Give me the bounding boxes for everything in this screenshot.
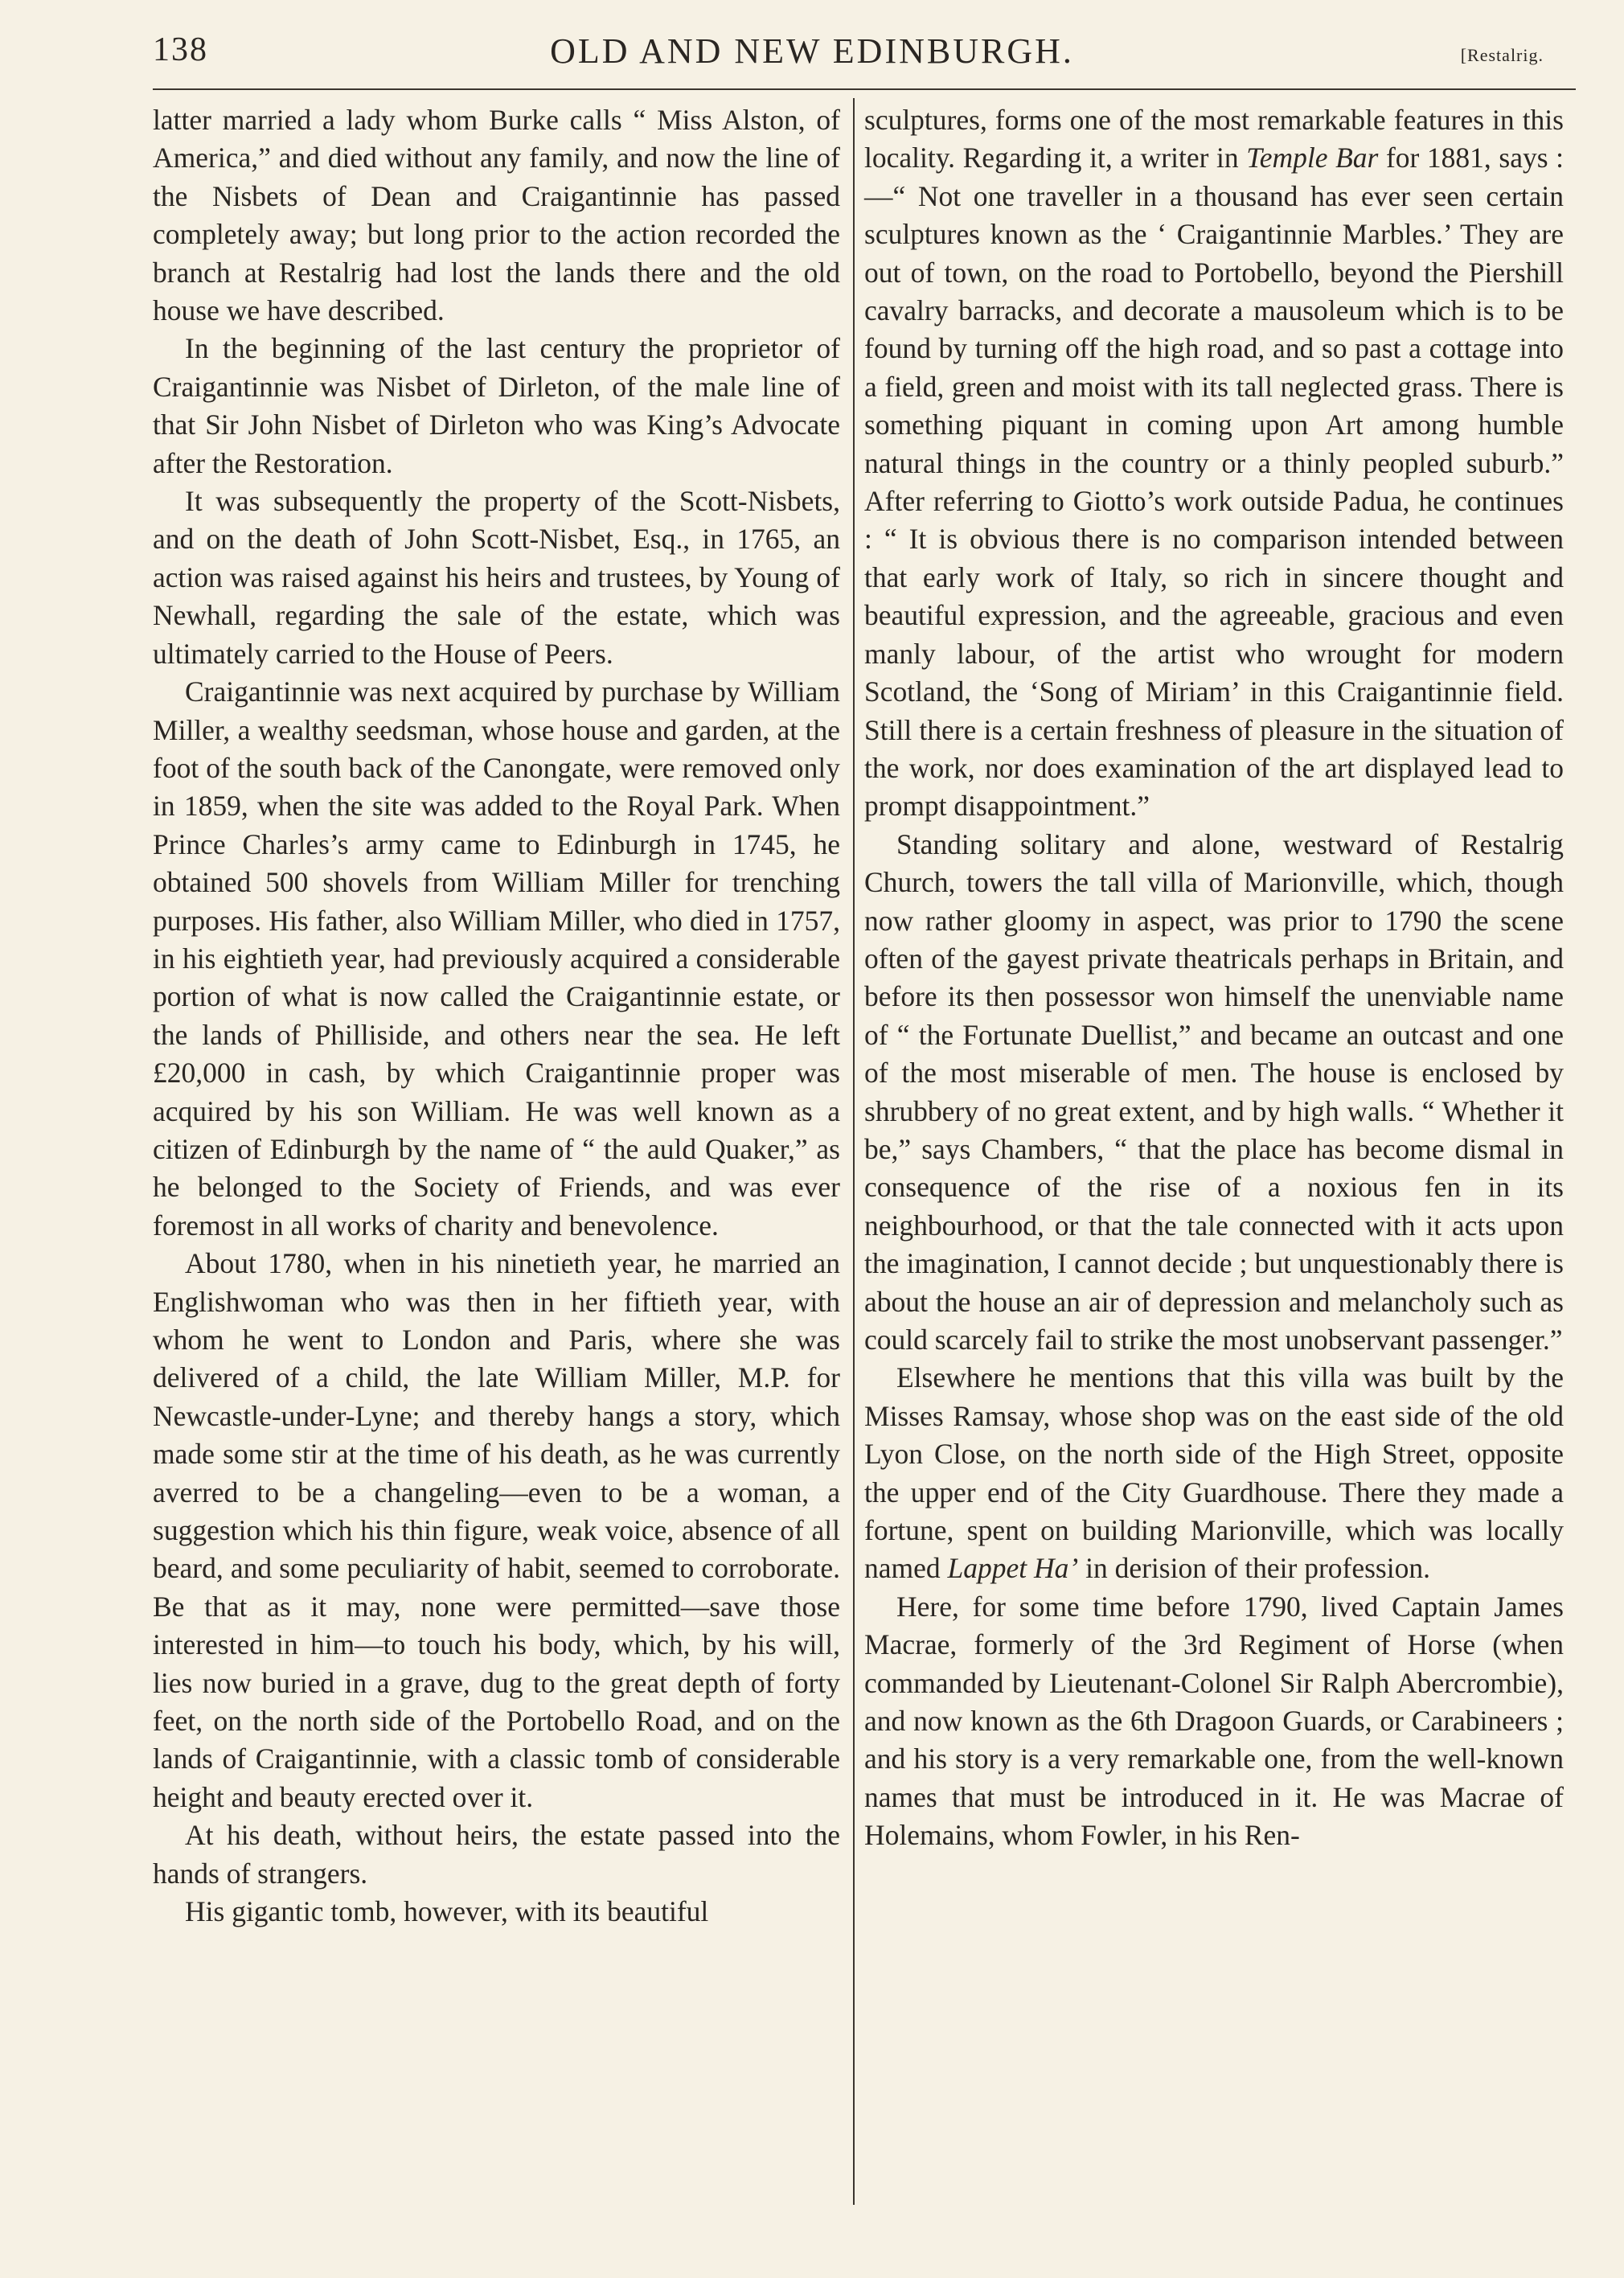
- running-title: OLD AND NEW EDINBURGH.: [550, 31, 1074, 71]
- text-run: in derision of their profession.: [1078, 1552, 1430, 1585]
- left-column: [153, 101, 840, 1931]
- text-run: for 1881, says :—“ Not one traveller in a thousand has ever seen certain sculptures known as the ‘ Craigantinnie Marbles.’ They are out of town, on the road to Portobello, beyond the Piershill cavalry barracks, and decorate a mausoleum which is to be found by turning off the high road, and so past a cottage into a field, green and moist with its tall neglected grass. There is something piquant in coming upon Art among humble natural things in the country or a thinly peopled suburb.” After referring to Giotto’s work outside Padua, he continues : “ It is obvious there is no comparison intended between that early work of Italy, so rich in sincere thought and beautiful expression, and the agreeable, gracious and even manly labour, of the artist who wrought for modern Scotland, the ‘Song of Miriam’ in this Craigantinnie field. Still there is a certain freshness of pleasure in the situation of the work, nor does examination of the art displayed lead to prompt disappointment.”: [864, 142, 1564, 823]
- paragraph: [864, 1359, 1564, 1587]
- paragraph: In the beginning of the last century the proprietor of Craigantinnie was Nisbet of Dirleton, of the male line of that Sir John Nisbet of Dirleton who was King’s Advocate after the Restoration.: [153, 332, 840, 479]
- paragraph: His gigantic tomb, however, with its beautiful: [185, 1895, 709, 1928]
- right-column: [864, 101, 1564, 1855]
- paragraph: [864, 101, 1564, 826]
- column-divider: [853, 98, 855, 2205]
- italic-name: Lappet Ha’: [947, 1552, 1079, 1585]
- page-number: 138: [153, 31, 208, 68]
- italic-title: Temple Bar: [1246, 142, 1379, 174]
- paragraph: It was subsequently the property of the Scott-Nisbets, and on the death of John Scott-Nisbet, Esq., in 1765, an action was raised against his heirs and trustees, by Young of Newhall, regarding the sale of the estate, which was ultimately carried to the House of Peers.: [153, 485, 840, 670]
- paragraph: Craigantinnie was next acquired by purchase by William Miller, a wealthy seedsman, whose house and garden, at the foot of the south back of the Canongate, were removed only in 1859, when the site was added to the Royal Park. When Prince Charles’s army came to Edinburgh in 1745, he obtained 500 shovels from William Miller for trenching purposes. His father, also William Miller, who died in 1757, in his eightieth year, had previously acquired a considerable portion of what is now called the Craigantinnie estate, or the lands of Philliside, and others near the sea. He left £20,000 in cash, by which Craigantinnie proper was acquired by his son William. He was well known as a citizen of Edinburgh by the name of “ the auld Quaker,” as he belonged to the Society of Friends, and was ever foremost in all works of charity and benevolence.: [153, 675, 840, 1242]
- text-run: sculptures, forms one of the most remarkable features in this locality. Regarding it, a writer in: [864, 104, 1564, 174]
- page-header: [0, 0, 1624, 80]
- paragraph: Standing solitary and alone, westward of Restalrig Church, towers the tall villa of Marionville, which, though now rather gloomy in aspect, was prior to 1790 the scene often of the gayest private theatricals perhaps in Britain, and before its then possessor won himself the unenviable name of “ the Fortunate Duellist,” and became an outcast and one of the most miserable of men. The house is enclosed by shrubbery of no great extent, and by high walls. “ Whether it be,” says Chambers, “ that the place has become dismal in consequence of the rise of a noxious fen in its neighbourhood, or that the tale connected with it acts upon the imagination, I cannot decide ; but unquestionably there is about the house an air of depression and melancholy such as could scarcely fail to strike the most unobservant passenger.”: [864, 827, 1564, 1356]
- section-tag: [Restalrig.: [1460, 45, 1544, 65]
- paragraph: About 1780, when in his ninetieth year, he married an Englishwoman who was then in her fiftieth year, with whom he went to London and Paris, where she was delivered of a child, the late William Miller, M.P. for Newcastle-under-Lyne; and thereby hangs a story, which made some stir at the time of his death, as he was currently averred to be a changeling—even to be a woman, a suggestion which his thin figure, weak voice, absence of all beard, and some peculiarity of habit, seemed to corroborate. Be that as it may, none were permitted—save those interested in him—to touch his body, which, by his will, lies now buried in a grave, dug to the great depth of forty feet, on the north side of the Portobello Road, and on the lands of Craigantinnie, with a classic tomb of considerable height and beauty erected over it.: [153, 1247, 840, 1813]
- paragraph: latter married a lady whom Burke calls “ Miss Alston, of America,” and died without any family, and now the line of the Nisbets of Dean and Craigantinnie has passed completely away; but long prior to the action recorded the branch at Restalrig had lost the lands there and the old house we have described.: [153, 104, 840, 327]
- paragraph: At his death, without heirs, the estate passed into the hands of strangers.: [153, 1819, 840, 1890]
- text-run: Elsewhere he mentions that this villa was built by the Misses Ramsay, whose shop was on the east side of the old Lyon Close, on the north side of the High Street, opposite the upper end of the City Guardhouse. There they made a fortune, spent on building Marionville, which was locally named: [864, 1361, 1564, 1585]
- paragraph: Here, for some time before 1790, lived Captain James Macrae, formerly of the 3rd Regiment of Horse (when commanded by Lieutenant-Colonel Sir Ralph Abercrombie), and now known as the 6th Dragoon Guards, or Carabineers ; and his story is a very remarkable one, from the well-known names that must be introduced in it. He was Macrae of Holemains, whom Fowler, in his Ren-: [864, 1590, 1564, 1852]
- header-rule: [153, 88, 1576, 90]
